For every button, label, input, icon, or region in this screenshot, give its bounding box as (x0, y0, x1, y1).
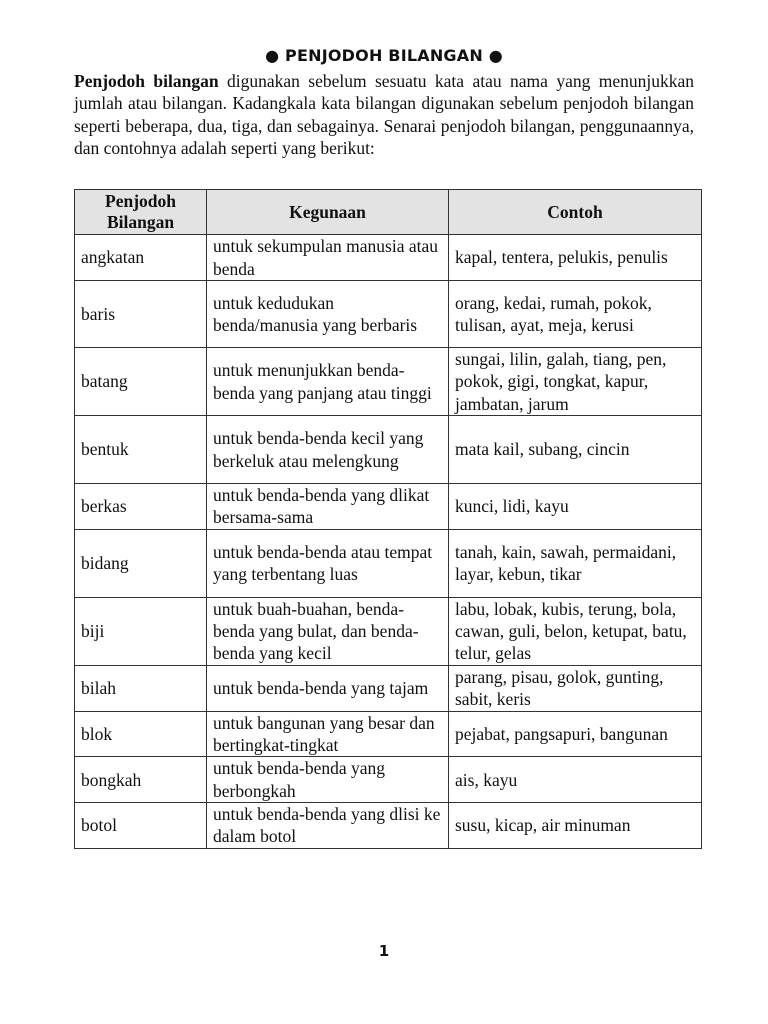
cell-examples: sungai, lilin, galah, tiang, pen, pokok, gigi, tongkat, kapur, jambatan, jarum (449, 348, 702, 416)
cell-term: biji (75, 597, 207, 665)
cell-term: bidang (75, 529, 207, 597)
cell-examples: kapal, tentera, pelukis, penulis (449, 235, 702, 281)
page-title: ● PENJODOH BILANGAN ● (265, 46, 503, 65)
cell-examples: mata kail, subang, cincin (449, 416, 702, 484)
cell-usage: untuk bangunan yang besar dan bertingkat-tingkat (207, 711, 449, 757)
cell-usage: untuk benda-benda kecil yang berkeluk atau melengkung (207, 416, 449, 484)
table-row (75, 665, 702, 711)
table-row (75, 529, 702, 597)
cell-examples: orang, kedai, rumah, pokok, tulisan, ayat, meja, kerusi (449, 281, 702, 348)
header-penjodoh-bilangan: Penjodoh Bilangan (75, 190, 207, 235)
cell-usage: untuk sekumpulan manusia atau benda (207, 235, 449, 281)
cell-term: blok (75, 711, 207, 757)
cell-examples: parang, pisau, golok, gunting, sabit, keris (449, 665, 702, 711)
table-row (75, 803, 702, 849)
cell-usage: untuk benda-benda yang dlisi ke dalam botol (207, 803, 449, 849)
table-row (75, 416, 702, 484)
cell-examples: kunci, lidi, kayu (449, 484, 702, 530)
cell-term: botol (75, 803, 207, 849)
cell-term: bilah (75, 665, 207, 711)
cell-usage: untuk buah-buahan, benda-benda yang bulat, dan benda-benda yang kecil (207, 597, 449, 665)
table-row (75, 597, 702, 665)
cell-term: bongkah (75, 757, 207, 803)
cell-examples: labu, lobak, kubis, terung, bola, cawan, guli, belon, ketupat, batu, telur, gelas (449, 597, 702, 665)
table-row (75, 235, 702, 281)
intro-term: Penjodoh bilangan (74, 71, 219, 91)
cell-usage: untuk benda-benda yang tajam (207, 665, 449, 711)
cell-term: baris (75, 281, 207, 348)
table-row (75, 484, 702, 530)
cell-usage: untuk benda-benda yang dlikat bersama-sama (207, 484, 449, 530)
cell-term: angkatan (75, 235, 207, 281)
intro-paragraph (74, 70, 694, 160)
cell-examples: tanah, kain, sawah, permaidani, layar, kebun, tikar (449, 529, 702, 597)
page-number: 1 (378, 942, 390, 960)
cell-usage: untuk benda-benda yang berbongkah (207, 757, 449, 803)
cell-term: berkas (75, 484, 207, 530)
table-row (75, 348, 702, 416)
header-contoh: Contoh (449, 190, 702, 235)
cell-examples: susu, kicap, air minuman (449, 803, 702, 849)
penjodoh-bilangan-table (74, 189, 702, 849)
cell-examples: ais, kayu (449, 757, 702, 803)
cell-examples: pejabat, pangsapuri, bangunan (449, 711, 702, 757)
table-row (75, 711, 702, 757)
table-row (75, 757, 702, 803)
cell-usage: untuk menunjukkan benda-benda yang panjang atau tinggi (207, 348, 449, 416)
header-kegunaan: Kegunaan (207, 190, 449, 235)
cell-usage: untuk kedudukan benda/manusia yang berbaris (207, 281, 449, 348)
intro-text: digunakan sebelum sesuatu kata atau nama yang menunjukkan jumlah atau bilangan. Kadangkala kata bilangan digunakan sebelum penjodoh bilangan seperti beberapa, dua, tiga, dan sebagainya. Senarai penjodoh bilangan, penggunaannya, dan contohnya adalah seperti yang berikut: (74, 71, 694, 159)
cell-usage: untuk benda-benda atau tempat yang terbentang luas (207, 529, 449, 597)
cell-term: bentuk (75, 416, 207, 484)
table-header-row (75, 190, 702, 235)
cell-term: batang (75, 348, 207, 416)
table-row (75, 281, 702, 348)
